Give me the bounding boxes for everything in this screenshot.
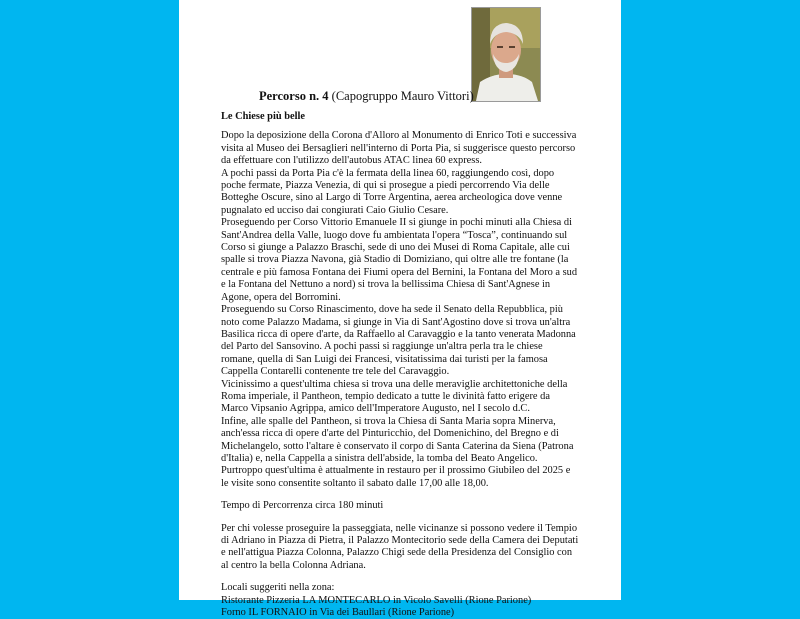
body-line: Cappella Contarelli contenente tre tele del Caravaggio. xyxy=(221,366,450,378)
route-heading xyxy=(259,89,474,104)
body-line: noto come Palazzo Madama, si giunge in Via di Sant'Agostino dove si trova un'altra xyxy=(221,316,571,328)
body-line: Roma imperiale, il Pantheon, tempio dedicato a tutte le divinità fatto erigere da xyxy=(221,390,550,402)
section-subtitle: Le Chiese più belle xyxy=(221,111,305,122)
body-line: Proseguendo su Corso Rinascimento, dove ha sede il Senato della Repubblica, più xyxy=(221,304,563,316)
body-line: Basilica ricca di opere d'arte, da Raffaello al Caravaggio e la tanto venerata Madonna xyxy=(221,328,576,340)
body-line: A pochi passi da Porta Pia c'è la fermata della linea 60, raggiungendo così, dopo xyxy=(221,167,555,179)
body-line: Corso si giunge a Palazzo Braschi, sede di uno dei Musei di Roma Capitale, alle cui xyxy=(221,242,570,254)
body-line: Infine, alle spalle del Pantheon, si trova la Chiesa di Santa Maria sopra Minerva, xyxy=(221,415,556,427)
extra-line: Per chi volesse proseguire la passeggiata, nelle vicinanze si possono vedere il Tempio xyxy=(221,522,578,534)
body-line: poche fermate, Piazza Venezia, di qui si prosegue a piedi percorrendo Via delle xyxy=(221,180,550,192)
body-line: anch'essa ricca di opere d'arte del Pinturicchio, del Domenichino, del Bregno e di xyxy=(221,428,559,440)
body-line: Sant'Andrea della Valle, luogo dove fu ambientata l'opera “Tosca”, continuando sul xyxy=(221,229,568,241)
body-line: centrale e più famosa Fontana dei Fiumi opera del Bernini, la Fontana del Moro a sud xyxy=(221,266,578,278)
portrait-photo xyxy=(471,7,541,102)
body-line: d'Italia) e, nella Cappella a sinistra dell'abside, la tomba del Beato Angelico. xyxy=(221,452,538,464)
route-leader: (Capogruppo Mauro Vittori) xyxy=(331,89,474,103)
body-line: spalle si trova Piazza Navona, già Stadio di Domiziano, qui oltre alle tre fontane (la xyxy=(221,254,569,266)
body-line: le visite sono consentite soltanto il sabato dalle 17,00 alle 18,00. xyxy=(221,477,489,489)
body-line: Michelangelo, sotto l'altare è conservato il corpo di Santa Caterina da Siena (Patrona xyxy=(221,440,574,452)
body-line: Agone, opera del Borromini. xyxy=(221,291,341,303)
body-line: romane, quella di San Luigi dei Francesi, visitatissima dai turisti per la famosa xyxy=(221,353,548,365)
body-line: Marco Vipsanio Agrippa, amico dell'Imperatore Augusto, nel I secolo d.C. xyxy=(221,403,530,415)
body-line: e la Fontana del Nettuno a nord) si trova la bellissima Chiesa di Sant'Agnese in xyxy=(221,279,551,291)
route-description xyxy=(221,111,617,619)
extra-line: di Adriano in Piazza di Pietra, il Palazzo Montecitorio sede della Camera dei Deputati xyxy=(221,535,579,546)
venues-heading: Locali suggeriti nella zona: xyxy=(221,582,335,594)
extra-paragraph xyxy=(221,523,617,573)
venue-item: Ristorante Pizzeria LA MONTECARLO in Vicolo Savelli (Rione Parione) xyxy=(221,594,532,606)
document-page xyxy=(179,0,621,619)
body-line: da effettuare con l'utilizzo dell'autobus ATAC linea 60 express. xyxy=(221,155,482,167)
suggested-venues xyxy=(221,582,617,619)
extra-line: al centro la bella Colonna Adriana. xyxy=(221,559,366,571)
body-line: del Parto del Sansovino. A pochi passi si raggiunge un'altra perla tra le chiese xyxy=(221,341,543,353)
portrait-image xyxy=(472,8,540,101)
body-line: Purtroppo quest'ultima è attualmente in restauro per il prossimo Giubileo del 2025 e xyxy=(221,465,571,477)
body-line: Proseguendo per Corso Vittorio Emanuele II si giunge in pochi minuti alla Chiesa di xyxy=(221,217,572,229)
body-line: pugnalato ed ucciso dai congiurati Caio Giulio Cesare. xyxy=(221,204,449,216)
venue-item: Forno IL FORNAIO in Via dei Baullari (Rione Parione) xyxy=(221,607,455,619)
extra-line: e nell'attigua Piazza Colonna, Palazzo Chigi sede della Presidenza del Consiglio con xyxy=(221,547,573,559)
body-line: visita al Museo dei Bersaglieri nell'interno di Porta Pia, si suggerisce questo percorso xyxy=(221,142,576,154)
body-line: Botteghe Oscure, sino al Largo di Torre Argentina, aerea archeologica dove venne xyxy=(221,192,563,204)
body-line: Vicinissimo a quest'ultima chiesa si trova una delle meraviglie architettoniche della xyxy=(221,378,568,390)
body-line: Dopo la deposizione della Corona d'Alloro al Monumento di Enrico Toti e successiva xyxy=(221,130,577,142)
travel-time: Tempo di Percorrenza circa 180 minuti xyxy=(221,500,384,512)
route-title: Percorso n. 4 xyxy=(259,89,329,103)
body-paragraph xyxy=(221,130,617,490)
